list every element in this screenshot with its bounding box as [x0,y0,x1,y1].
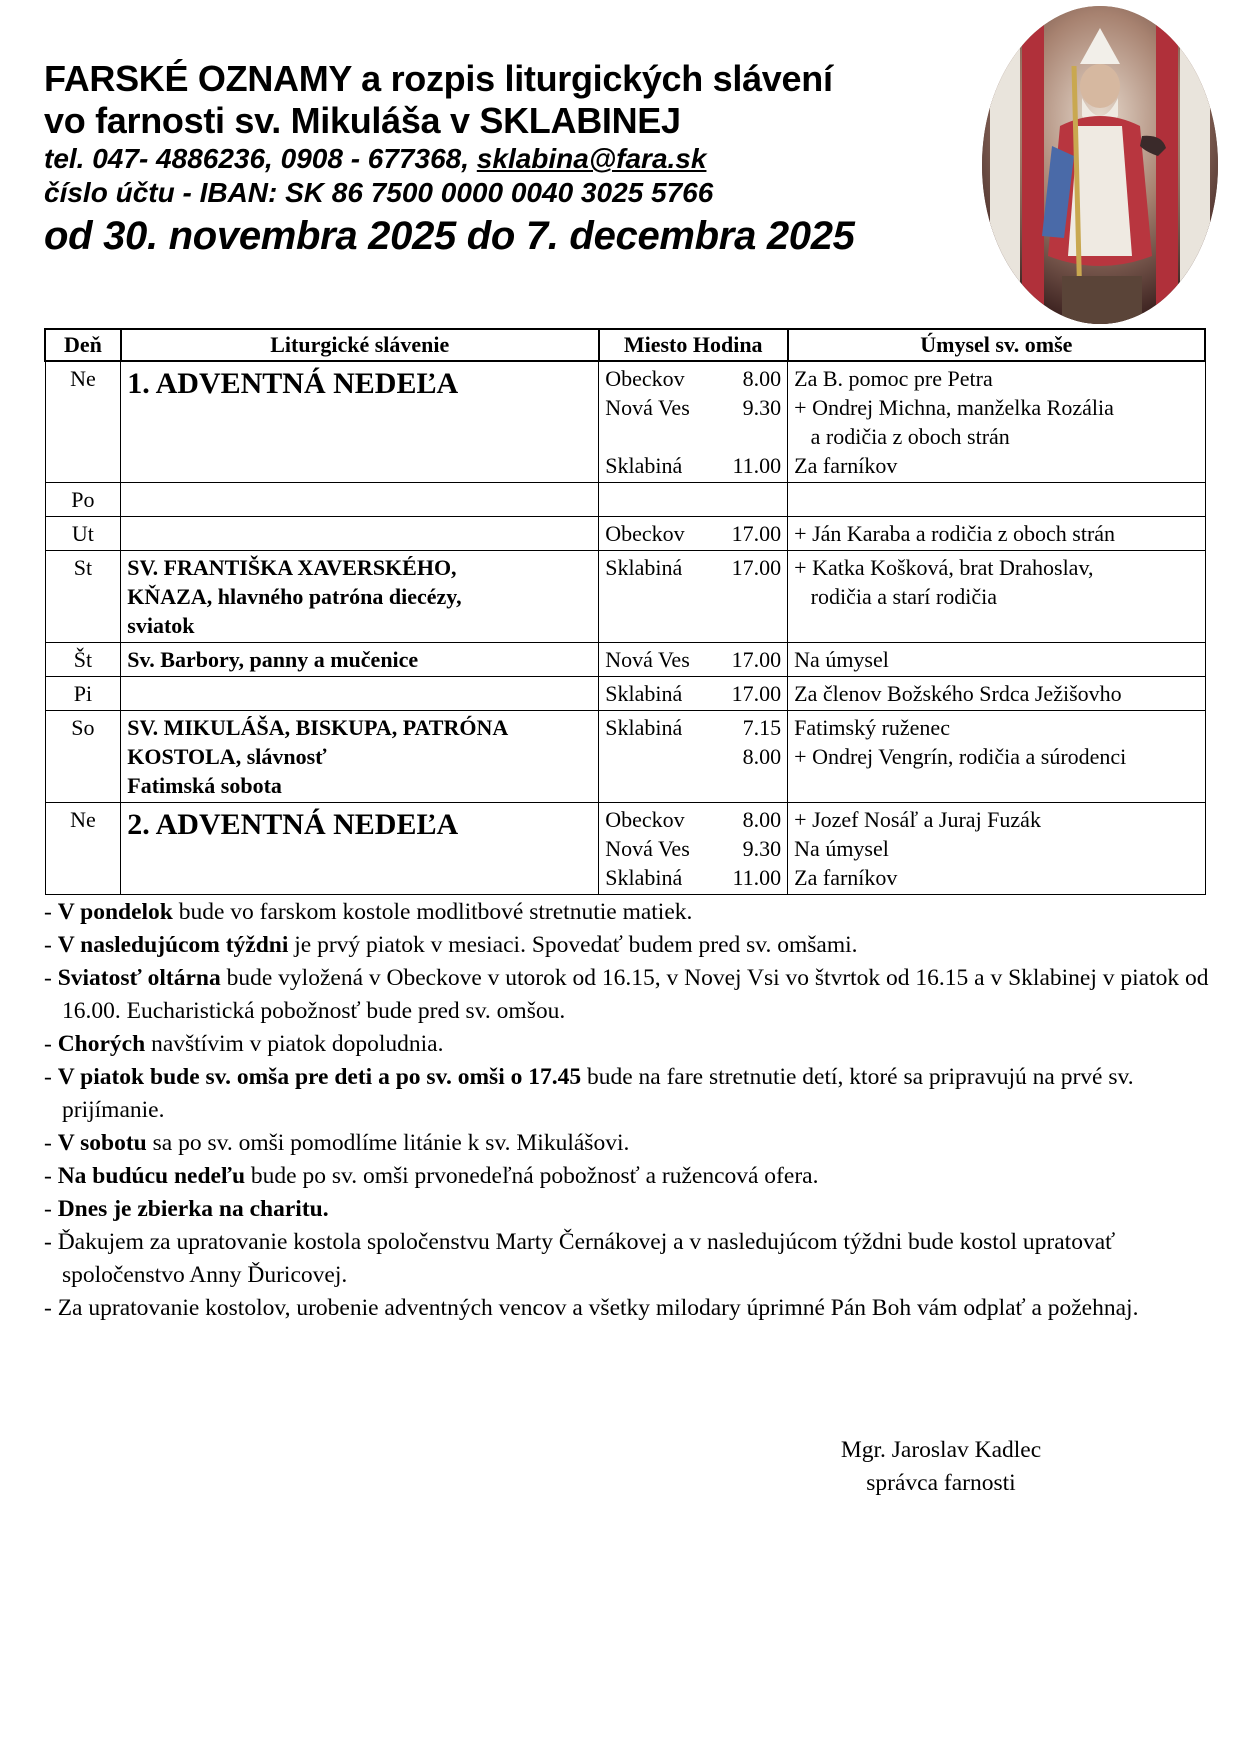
table-row [45,643,1205,677]
place-name: Obeckov [605,807,685,832]
intention-line: a rodičia z oboch strán [794,424,1010,449]
cell-day [45,517,121,551]
notice-text: bude po sv. omši prvonedeľná pobožnosť a ružencová ofera. [245,1163,819,1189]
table-body [45,361,1205,895]
notice-item: - V sobotu sa po sv. omši pomodlíme litánie k sv. Mikulášovi. [44,1130,630,1156]
day-label: Ut [71,521,94,546]
header [44,58,964,262]
cell-liturgy [121,643,599,677]
liturgy-schedule-table [44,328,1206,895]
table-row [45,551,1205,643]
cell-intention [788,361,1205,483]
day-label: Št [73,647,93,672]
notice-text: navštívim v piatok dopoludnia. [145,1031,444,1057]
place-time-line [605,805,781,834]
header-liturgy: Liturgické slávenie [121,329,599,361]
mass-time: 11.00 [732,453,782,478]
notice-item: - Ďakujem za upratovanie kostola spoločenstvu Marty Černákovej a v nasledujúcom týždni bude kostol upratovať spoločenstvo Anny Ďuricovej. [44,1229,1116,1288]
mass-time: 9.30 [742,836,782,861]
liturgy-line [127,679,592,708]
notice-item: - V nasledujúcom týždni je prvý piatok v mesiaci. Spovedať budem pred sv. omšami. [44,932,858,958]
cell-place-time [599,483,788,517]
intention-line: + Jozef Nosáľ a Juraj Fuzák [794,807,1041,832]
mass-time: 8.00 [742,366,782,391]
notice-item: - Dnes je zbierka na charitu. [44,1196,329,1222]
intention-line: Na úmysel [794,647,889,672]
signature [826,1434,1056,1500]
notices-list [44,896,1214,1325]
liturgy-line: sviatok [127,613,195,638]
cell-day [45,677,121,711]
notice-item: - V piatok bude sv. omša pre deti a po sv. omši o 17.45 bude na fare stretnutie detí, ktoré sa pripravujú na prvé sv. prijímanie. [44,1064,1134,1123]
cell-day [45,711,121,803]
cell-place-time [599,677,788,711]
place-name: Obeckov [605,521,685,546]
place-time-line [605,553,781,582]
intention-line: Za B. pomoc pre Petra [794,366,993,391]
mass-time: 17.00 [731,647,782,672]
table-header-row [45,329,1205,361]
place-name: Sklabiná [605,865,683,890]
cell-liturgy [121,677,599,711]
cell-intention [788,551,1205,643]
liturgy-line [127,485,592,514]
cell-place-time [599,551,788,643]
place-name: Obeckov [605,366,685,391]
header-day: Deň [45,329,121,361]
cell-day [45,483,121,517]
header-intention: Úmysel sv. omše [788,329,1205,361]
email-link[interactable]: sklabina@fara.sk [476,143,707,174]
cell-intention [788,643,1205,677]
liturgy-line: KŇAZA, hlavného patróna diecézy, [127,584,462,609]
notice-bold: Na budúcu nedeľu [57,1163,246,1189]
cell-intention [788,711,1205,803]
mass-time: 9.30 [742,395,782,420]
notice-text: bude vo farskom kostole modlitbové stretnutie matiek. [172,899,693,925]
place-time-line [605,713,781,742]
mass-time: 8.00 [742,807,782,832]
cell-liturgy [121,551,599,643]
place-time-line [605,519,781,548]
cell-liturgy [121,483,599,517]
cell-liturgy [121,361,599,483]
notice-bold: V pondelok [57,899,173,925]
day-label: So [71,715,95,740]
notice-item: - Chorých navštívim v piatok dopoludnia. [44,1031,444,1057]
intention-line: Fatimský ruženec [794,715,950,740]
place-name: Sklabiná [605,681,683,706]
header-place-time: Miesto Hodina [599,329,788,361]
cell-day [45,643,121,677]
notice-item: - Sviatosť oltárna bude vyložená v Obeckove v utorok od 16.15, v Novej Vsi vo štvrtok od 16.15 a v Sklabinej v piatok od 16.00. Eucharistická pobožnosť bude pred sv. omšou. [44,965,1209,1024]
notice-bold: V nasledujúcom týždni [57,932,289,958]
cell-place-time [599,517,788,551]
cell-day [45,803,121,895]
notice-item: - Na budúcu nedeľu bude po sv. omši prvonedeľná pobožnosť a ružencová ofera. [44,1163,819,1189]
signature-role: správca farnosti [866,1470,1016,1496]
cell-place-time [599,643,788,677]
place-time-line [605,364,781,393]
liturgy-line: SV. MIKULÁŠA, BISKUPA, PATRÓNA [127,715,509,740]
place-name: Nová Ves [605,836,690,861]
intention-line: + Ondrej Vengrín, rodičia a súrodenci [794,744,1127,769]
intention-line [794,485,1198,514]
liturgy-line: Sv. Barbory, panny a mučenice [127,647,419,672]
place-name: Nová Ves [605,647,690,672]
intention-line: + Ján Karaba a rodičia z oboch strán [794,521,1116,546]
signature-name: Mgr. Jaroslav Kadlec [840,1437,1042,1463]
notice-text: bude na fare stretnutie detí, ktoré sa pripravujú na prvé sv. prijímanie. [62,1064,1134,1123]
notice-text: bude vyložená v Obeckove v utorok od 16.15, v Novej Vsi vo štvrtok od 16.15 a v Sklabinej v piatok od 16.00. Eucharistická pobožnosť bude pred sv. omšou. [62,965,1209,1024]
day-label: Ne [70,366,96,391]
intention-line: Za farníkov [794,865,898,890]
intention-line: Na úmysel [794,836,889,861]
cell-liturgy [121,517,599,551]
title-line-1: FARSKÉ OZNAMY a rozpis liturgických slávení [44,58,833,99]
place-time-line [605,422,781,451]
contact-line [44,142,964,176]
saint-nicholas-photo [982,6,1218,324]
day-label: Po [71,487,95,512]
table-row [45,803,1205,895]
cell-place-time [599,803,788,895]
mass-time: 17.00 [731,555,782,580]
cell-intention [788,517,1205,551]
place-time-line [605,645,781,674]
intention-line: rodičia a starí rodičia [794,584,997,609]
liturgy-line: SV. FRANTIŠKA XAVERSKÉHO, [127,555,457,580]
place-time-line [605,451,781,480]
mass-time: 7.15 [742,715,782,740]
notice-item: - V pondelok bude vo farskom kostole modlitbové stretnutie matiek. [44,899,693,925]
table-row [45,517,1205,551]
liturgy-line: Fatimská sobota [127,773,282,798]
intention-line: Za farníkov [794,453,898,478]
mass-time: 11.00 [732,865,782,890]
table-row [45,677,1205,711]
notice-bold: V sobotu [57,1130,147,1156]
place-time-line [605,679,781,708]
notice-bold: V piatok bude sv. omša pre deti a po sv. omši o 17.45 [57,1064,582,1090]
statue-icon [982,6,1218,324]
day-label: Ne [70,807,96,832]
notice-text: sa po sv. omši pomodlíme litánie k sv. Mikulášovi. [146,1130,630,1156]
cell-liturgy [121,803,599,895]
mass-time: 17.00 [731,521,782,546]
day-label: Pi [73,681,93,706]
table-row [45,483,1205,517]
mass-time: 8.00 [742,744,782,769]
place-time-line [605,485,781,514]
place-name: Sklabiná [605,715,683,740]
liturgy-line [127,519,592,548]
phone-text: tel. 047- 4886236, 0908 - 677368, [44,143,477,174]
mass-time: 17.00 [731,681,782,706]
intention-line: + Ondrej Michna, manželka Rozália [794,395,1114,420]
place-time-line [605,834,781,863]
cell-intention [788,803,1205,895]
notice-text: je prvý piatok v mesiaci. Spovedať budem pred sv. omšami. [288,932,858,958]
liturgy-line: 1. ADVENTNÁ NEDEĽA [127,367,459,400]
cell-day [45,361,121,483]
notice-text: Ďakujem za upratovanie kostola spoločenstvu Marty Černákovej a v nasledujúcom týždni bude kostol upratovať spoločenstvo Anny Ďuricovej. [57,1229,1116,1288]
intention-line: + Katka Košková, brat Drahoslav, [794,555,1094,580]
liturgy-line: KOSTOLA, slávnosť [127,744,327,769]
place-time-line [605,863,781,892]
cell-place-time [599,361,788,483]
place-name: Sklabiná [605,453,683,478]
title-line-2: vo farnosti sv. Mikuláša v SKLABINEJ [44,100,681,141]
cell-intention [788,483,1205,517]
cell-intention [788,677,1205,711]
notice-item: - Za upratovanie kostolov, urobenie adventných vencov a všetky milodary úprimné Pán Boh vám odplať a požehnaj. [44,1295,1139,1321]
date-range: od 30. novembra 2025 do 7. decembra 2025 [44,214,855,258]
iban-line: číslo účtu - IBAN: SK 86 7500 0000 0040 3025 5766 [44,177,714,208]
place-time-line [605,393,781,422]
table-row [45,361,1205,483]
table-row [45,711,1205,803]
liturgy-line: 2. ADVENTNÁ NEDEĽA [127,808,459,841]
day-label: St [73,555,93,580]
place-name: Nová Ves [605,395,690,420]
notice-bold: Sviatosť oltárna [57,965,221,991]
cell-liturgy [121,711,599,803]
notice-bold: Chorých [57,1031,146,1057]
cell-place-time [599,711,788,803]
notice-text: Za upratovanie kostolov, urobenie adventných vencov a všetky milodary úprimné Pán Boh vám odplať a požehnaj. [57,1295,1139,1321]
notice-bold: Dnes je zbierka na charitu. [57,1196,329,1222]
cell-day [45,551,121,643]
place-time-line [605,742,781,771]
intention-line: Za členov Božského Srdca Ježišovho [794,681,1122,706]
place-name: Sklabiná [605,555,683,580]
